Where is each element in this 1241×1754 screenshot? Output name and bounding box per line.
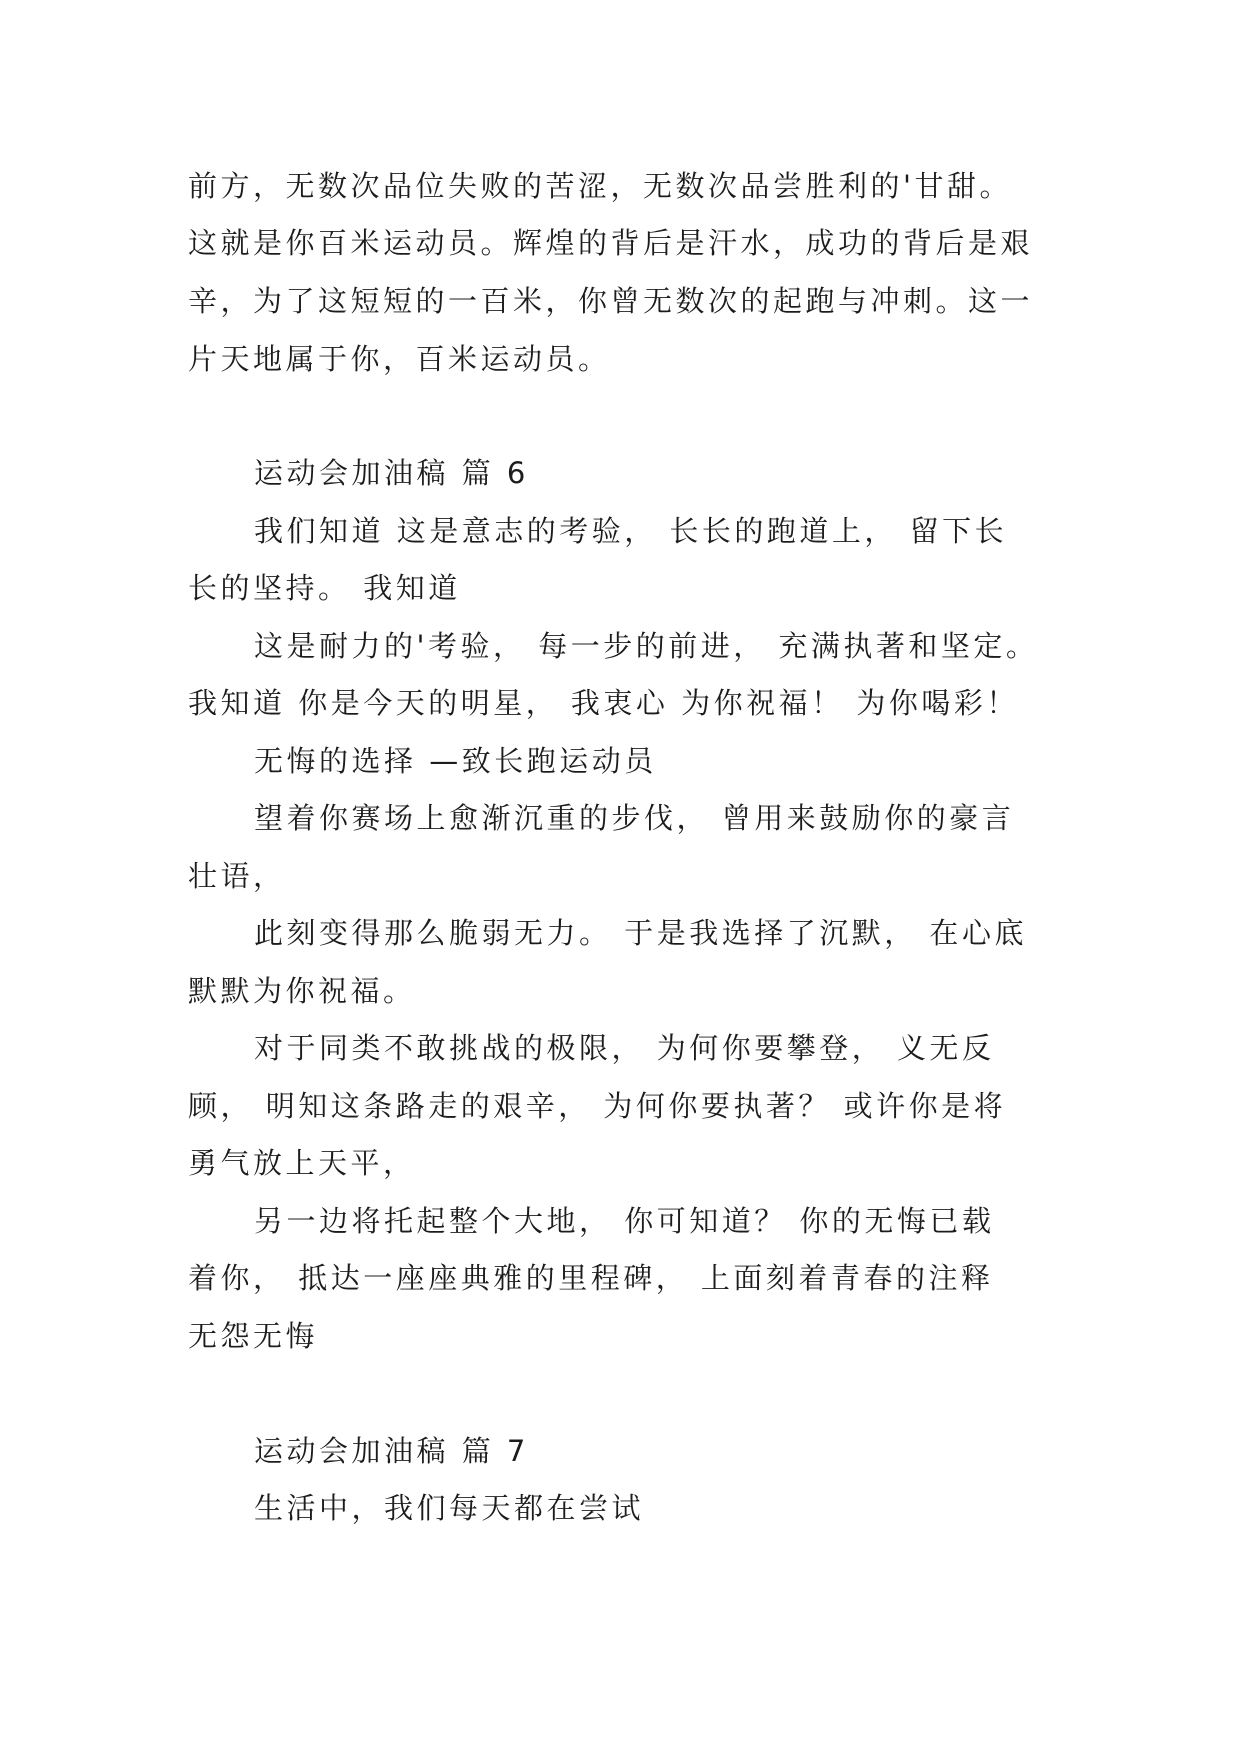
paragraph-line: 生活中，我们每天都在尝试 xyxy=(254,1491,645,1525)
paragraph-line: 另一边将托起整个大地， 你可知道？ 你的无悔已载 xyxy=(254,1204,995,1238)
paragraph-line: 我知道 你是今天的明星， 我衷心 为你祝福！ 为你喝彩！ xyxy=(188,686,1019,720)
paragraph-line: 无悔的选择 —致长跑运动员 xyxy=(254,744,657,778)
section-heading: 运动会加油稿 篇 7 xyxy=(254,1434,529,1468)
section-heading: 运动会加油稿 篇 6 xyxy=(254,456,529,490)
paragraph-line: 片天地属于你，百米运动员。 xyxy=(188,342,611,376)
paragraph-line: 着你， 抵达一座座典雅的里程碑， 上面刻着青春的注释 xyxy=(188,1261,994,1295)
paragraph-line: 壮语， xyxy=(188,859,286,893)
paragraph-line: 辛，为了这短短的一百米，你曾无数次的起跑与冲刺。这一 xyxy=(188,284,1034,318)
paragraph-line: 顾， 明知这条路走的艰辛， 为何你要执著？ 或许你是将 xyxy=(188,1089,1007,1123)
paragraph-line: 长的坚持。 我知道 xyxy=(188,571,461,605)
paragraph-line: 我们知道 这是意志的考验， 长长的跑道上， 留下长 xyxy=(254,514,1008,548)
paragraph-line: 这是耐力的'考验， 每一步的前进， 充满执著和坚定。 xyxy=(254,629,1039,663)
paragraph-line: 此刻变得那么脆弱无力。 于是我选择了沉默， 在心底 xyxy=(254,916,1027,950)
paragraph-line: 默默为你祝福。 xyxy=(188,974,416,1008)
paragraph-line: 勇气放上天平， xyxy=(188,1146,416,1180)
paragraph-line: 这就是你百米运动员。辉煌的背后是汗水，成功的背后是艰 xyxy=(188,226,1034,260)
paragraph-line: 望着你赛场上愈渐沉重的步伐， 曾用来鼓励你的豪言 xyxy=(254,801,1015,835)
paragraph-line: 前方，无数次品位失败的苦涩，无数次品尝胜利的'甘甜。 xyxy=(188,169,1012,203)
paragraph-line: 对于同类不敢挑战的极限， 为何你要攀登， 义无反 xyxy=(254,1031,995,1065)
paragraph-line: 无怨无悔 xyxy=(188,1319,319,1353)
